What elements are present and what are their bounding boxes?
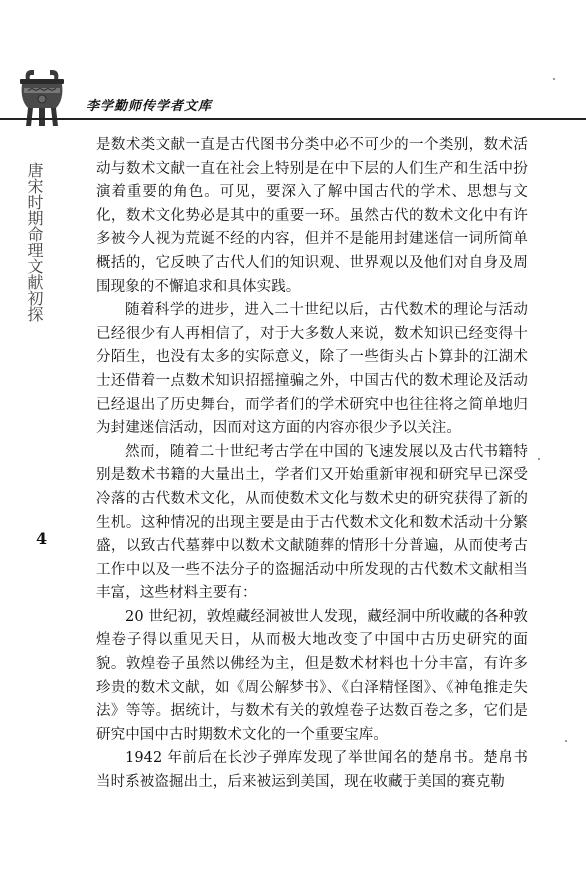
paragraph: 20 世纪初，敦煌藏经洞被世人发现，藏经洞中所收藏的各种敦煌卷子得以重见天日，从而极大地改变了中国中古历史研究的面貌。敦煌卷子虽然以佛经为主，但是数术材料也十分丰富，有许多珍贵的数术文献，如《周公解梦书》、《白泽精怪图》、《神龟推走失法》等等。据统计，与数术有关的敦煌卷子达数百卷之多，它们是研究中国中古时期数术文化的一个重要宝库。 bbox=[96, 608, 528, 743]
paragraph: 1942 年前后在长沙子弹库发现了举世闻名的楚帛书。楚帛书当时系被盗掘出土，后来被运到美国，现在收藏于美国的赛克勒 bbox=[96, 750, 528, 791]
book-title-vertical: 唐宋时期命理文献初探 bbox=[25, 162, 44, 322]
paragraph: 是数术类文献一直是古代图书分类中必不可少的一个类别，数术活动与数术文献一直在社会上特别是在中下层的人们生产和生活中扮演着重要的角色。可见，要深入了解中国古代的学术、思想与文化，数术文化势必是其中的重要一环。虽然古代的数术文化中有许多被今人视为荒诞不经的内容，但并不是能用封建迷信一词所简单概括的，它反映了古代人们的知识观、世界观以及他们对自身及周围现象的不懈追求和具体实践。 bbox=[96, 137, 528, 295]
body-text bbox=[96, 134, 528, 795]
scan-speck bbox=[553, 78, 555, 80]
series-title: 李学勤师传学者文库 bbox=[86, 99, 213, 114]
paragraph: 然而，随着二十世纪考古学在中国的飞速发展以及古代书籍特别是数术书籍的大量出土，学者们又开始重新审视和研究早已深受冷落的古代数术文化，从而使数术文化与数术史的研究获得了新的生机。这种情况的出现主要是由于古代数术文化和数术活动十分繁盛，以致古代墓葬中以数术文献随葬的情形十分普遍，从而使考古工作中以及一些不法分子的盗掘活动中所发现的古代数术文献相当丰富，这些材料主要有： bbox=[96, 443, 528, 602]
scan-speck bbox=[538, 458, 540, 460]
header-rule bbox=[0, 118, 586, 120]
bronze-ding-vessel-icon bbox=[14, 66, 70, 132]
paragraph: 随着科学的进步，进入二十世纪以后，古代数术的理论与活动已经很少有人再相信了，对于大多数人来说，数术知识已经变得十分陌生，也没有太多的实际意义，除了一些街头占卜算卦的江湖术士还借着一点数术知识招摇撞骗之外，中国古代的数术理论及活动已经退出了历史舞台，而学者们的学术研究中也往往将之简单地归为封建迷信活动，因而对这方面的内容亦很少予以关注。 bbox=[96, 302, 528, 437]
page-number: 4 bbox=[36, 529, 48, 548]
scan-speck bbox=[565, 740, 567, 742]
